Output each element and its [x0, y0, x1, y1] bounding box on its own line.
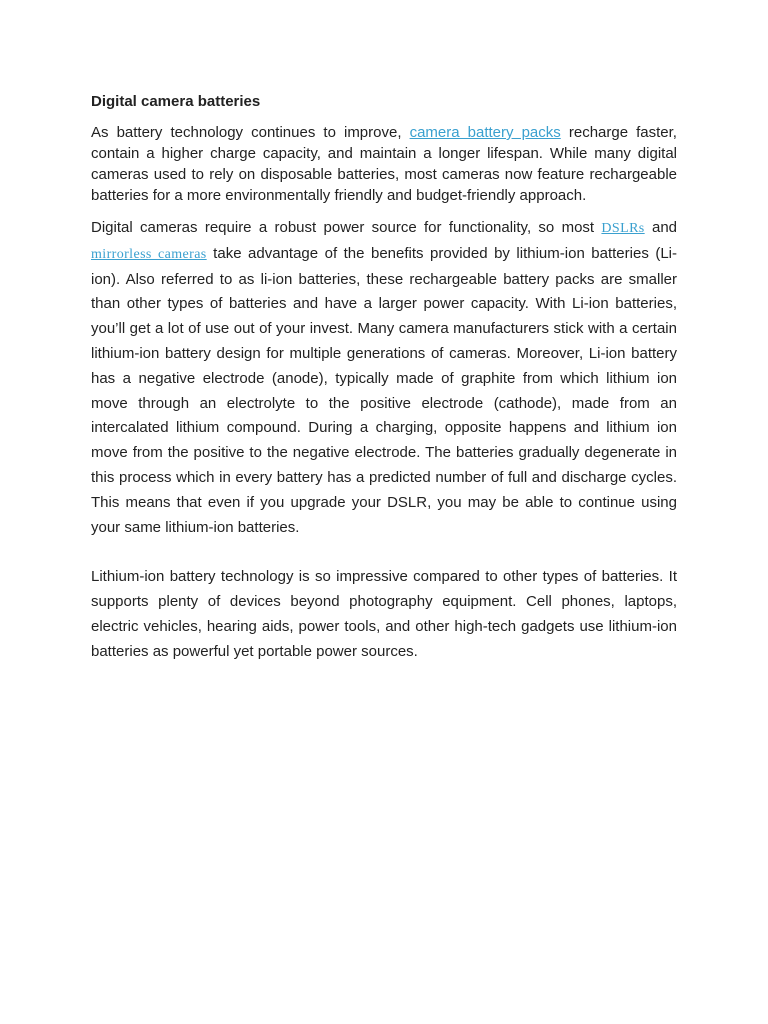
document-title: Digital camera batteries	[91, 93, 261, 110]
paragraph-li-ion-text-end: take advantage of the benefits provided by lithium-ion batteries (Li-ion). Also referred to as li-ion batteries, these rechargeable battery packs are smaller than other types of batteries and have a larger power capacity. With Li-ion batteries, you’ll get a lot of use out of your invest. Many camera manufacturers stick with a certain lithium-ion battery design for multiple generations of cameras. Moreover, Li-ion battery has a negative electrode (anode), typically made of graphite from which lithium ion move through an electrolyte to the positive electrode (cathode), made from an intercalated lithium compound. During a charging, opposite happens and lithium ion move from the positive to the negative electrode. The batteries gradually degenerate in this process which in every battery has a predicted number of full and discharge cycles. This means that even if you upgrade your DSLR, you may be able to continue using your same lithium-ion batteries.	[91, 244, 677, 536]
paragraph-intro	[91, 122, 677, 206]
paragraph-li-ion	[91, 216, 677, 540]
paragraph-technology: Lithium-ion battery technology is so impressive compared to other types of batteries. It supports plenty of devices beyond photography equipment. Cell phones, laptops, electric vehicles, hearing aids, power tools, and other high-tech gadgets use lithium-ion batteries as powerful yet portable power sources.	[91, 568, 677, 660]
document-page	[91, 92, 677, 665]
paragraph-intro-text-start: As battery technology continues to improve,	[91, 124, 410, 141]
paragraph-li-ion-text-mid: and	[644, 219, 678, 236]
dslrs-link[interactable]: DSLRs	[601, 221, 645, 236]
paragraph-li-ion-text-start: Digital cameras require a robust power source for functionality, so most	[91, 219, 602, 236]
paragraph-intro-text-end: recharge faster, contain a higher charge capacity, and maintain a longer lifespan. While many digital cameras used to rely on disposable batteries, most cameras now feature rechargeable batteries for a more environmentally friendly and budget-friendly approach.	[91, 124, 677, 204]
mirrorless-cameras-link[interactable]: mirrorless cameras	[91, 246, 207, 262]
camera-battery-packs-link[interactable]: camera battery packs	[409, 124, 561, 141]
